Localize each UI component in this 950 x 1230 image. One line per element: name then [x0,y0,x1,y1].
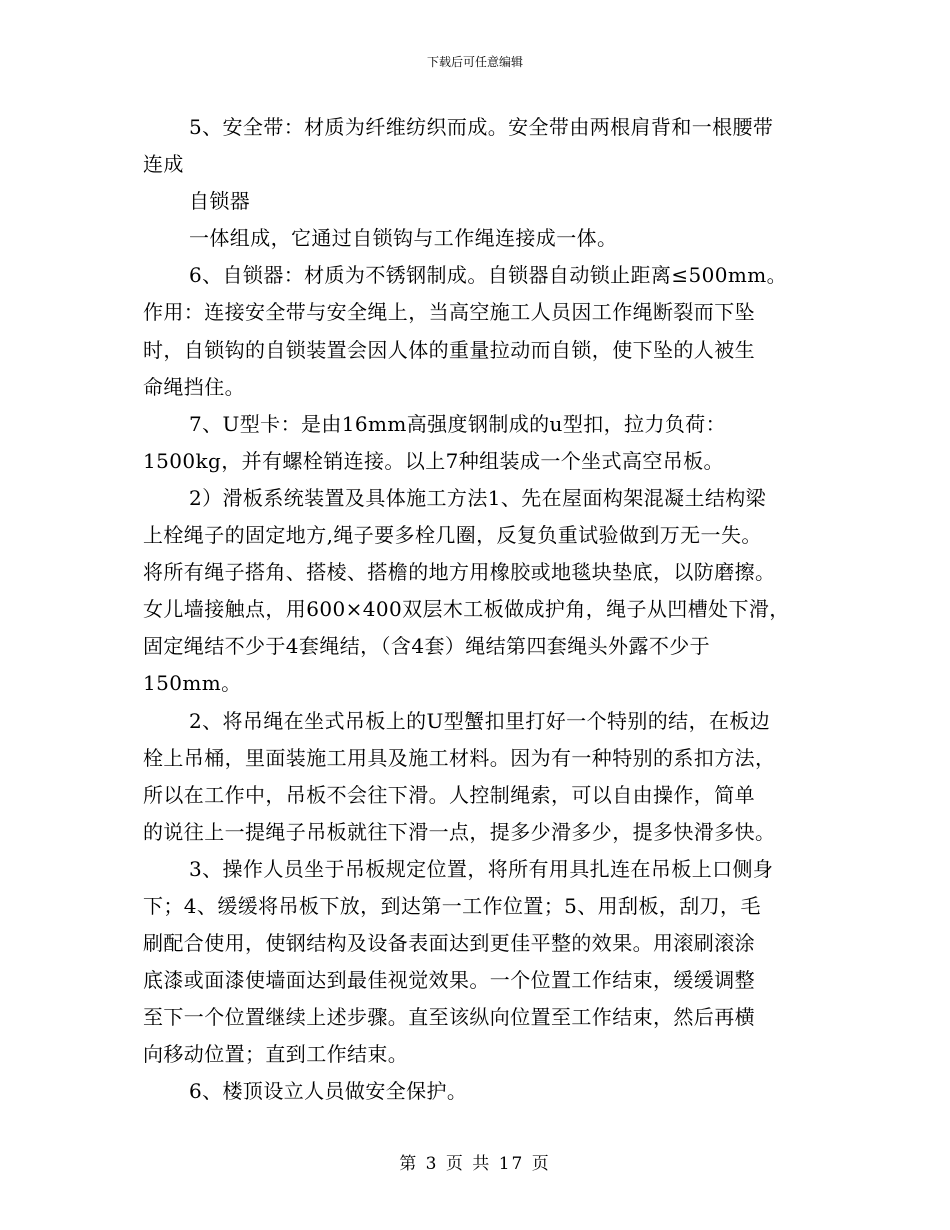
page-number: 第 3 页 共 17 页 [399,1154,551,1174]
document-body [143,109,823,1111]
paragraph-line: 的说往上一提绳子吊板就往下滑一点，提多少滑多少，提多快滑多快。 [143,819,776,844]
paragraph-line: 向移动位置；直到工作结束。 [143,1042,409,1067]
paragraph-line: 150mm。 [143,671,242,696]
paragraph-line: 1500kg，并有螺栓销连接。以上7种组装成一个坐式高空吊板。 [143,448,724,473]
paragraph-line: 刷配合使用，使钢结构及设备表面达到更佳平整的效果。用滚刷滚涂 [143,931,755,956]
paragraph-line: 将所有绳子搭角、搭棱、搭檐的地方用橡胶或地毯块垫底，以防磨擦。 [143,560,776,585]
paragraph-line: 作用：连接安全带与安全绳上，当高空施工人员因工作绳断裂而下坠 [143,300,755,325]
paragraph-line: 5、安全带：材质为纤维纺织而成。安全带由两根肩背和一根腰带 [189,115,774,139]
paragraph-line: 栓上吊桶，里面装施工用具及施工材料。因为有一种特别的系扣方法， [143,745,776,770]
paragraph-line: 7、U型卡：是由16mm高强度钢制成的u型扣，拉力负荷： [189,411,727,436]
paragraph-line: 固定绳结不少于4套绳结，（含4套）绳结第四套绳头外露不少于 [143,634,711,659]
paragraph-line: 下；4、缓缓将吊板下放，到达第一工作位置；5、用刮板，刮刀，毛 [143,893,761,918]
paragraph-line: 女儿墙接触点，用600×400双层木工板做成护角，绳子从凹槽处下滑， [143,597,790,622]
paragraph-line: 底漆或面漆使墙面达到最佳视觉效果。一个位置工作结束，缓缓调整 [143,968,755,993]
paragraph-line: 至下一个位置继续上述步骤。直至该纵向位置至工作结束，然后再横 [143,1005,755,1030]
paragraph-line: 时，自锁钩的自锁装置会因人体的重量拉动而自锁，使下坠的人被生 [143,337,755,362]
paragraph-line: 2、将吊绳在坐式吊板上的U型蟹扣里打好一个特别的结，在板边 [189,708,771,733]
paragraph-line: 上栓绳子的固定地方,绳子要多栓几圈，反复负重试验做到万无一失。 [143,523,762,548]
paragraph-line: 所以在工作中，吊板不会往下滑。人控制绳索，可以自由操作，简单 [143,782,755,807]
paragraph-line: 6、自锁器：材质为不锈钢制成。自锁器自动锁止距离≤500mm。 [189,263,787,288]
paragraph-line: 自锁器 [189,189,251,214]
paragraph-line: 一体组成，它通过自锁钩与工作绳连接成一体。 [189,226,618,251]
paragraph-line: 命绳挡住。 [143,374,245,399]
paragraph-line: 2）滑板系统装置及具体施工方法1、先在屋面构架混凝土结构梁 [189,485,767,510]
paragraph-line: 3、操作人员坐于吊板规定位置，将所有用具扎连在吊板上口侧身 [189,856,774,881]
paragraph-line: 6、楼顶设立人员做安全保护。 [189,1079,468,1104]
page-header: 下载后可任意编辑 [426,55,523,69]
paragraph-line: 连成 [143,152,184,177]
